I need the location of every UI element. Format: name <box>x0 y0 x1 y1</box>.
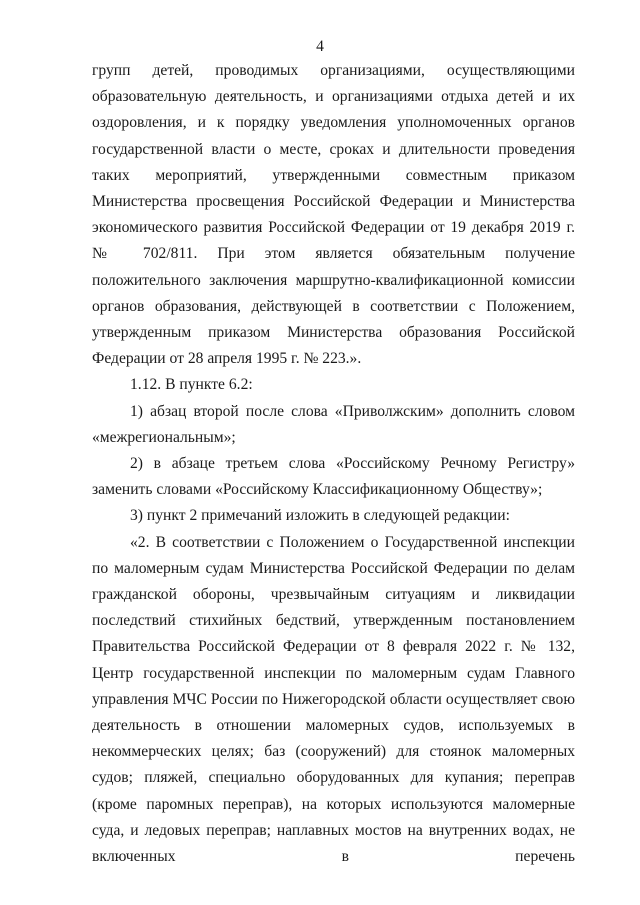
paragraph-item-1-12: 1.12. В пункте 6.2: <box>130 376 253 394</box>
paragraph-continuation: групп детей, проводимых организациями, осуществляющими образовательную деятельность, и организациями отдыха детей и их оздоровления, и к порядку уведомления уполномоченных органов государственной власти о месте, сроках и длительности проведения таких мероприятий, утвержденными совместным приказом Министерства просвещения Российской Федерации и Министерства экономического развития Российской Федерации от 19 декабря 2019 г. № 702/811. При этом является обязательным получение положительного заключения маршрутно-квалификационной комиссии органов образования, действующей в соответствии с Положением, утвержденным приказом Министерства образования Российской Федерации от 28 апреля 1995 г. № 223.». <box>92 62 575 368</box>
paragraph-subitem-3: 3) пункт 2 примечаний изложить в следующей редакции: <box>130 507 510 525</box>
paragraph-subitem-1: 1) абзац второй после слова «Приволжским» дополнить словом «межрегиональным»; <box>92 402 575 446</box>
paragraph-subitem-2: 2) в абзаце третьем слова «Российскому Речному Регистру» заменить словами «Российскому Классификационному Обществу»; <box>92 455 575 499</box>
document-body <box>92 58 575 870</box>
paragraph-note-2: «2. В соответствии с Положением о Государственной инспекции по маломерным судам Министерства Российской Федерации по делам гражданской обороны, чрезвычайным ситуациям и ликвидации последствий стихийных бедствий, утвержденным постановлением Правительства Российской Федерации от 8 февраля 2022 г. № 132, Центр государственной инспекции по маломерным судам Главного управления МЧС России по Нижегородской области осуществляет свою деятельность в отношении маломерных судов, используемых в некоммерческих целях; баз (сооружений) для стоянок маломерных судов; пляжей, специально оборудованных для купания; переправ (кроме паромных переправ), на которых используются маломерные суда, и ледовых переправ; наплавных мостов на внутренних водах, не включенных в перечень <box>92 533 575 866</box>
page-number: 4 <box>316 38 324 55</box>
